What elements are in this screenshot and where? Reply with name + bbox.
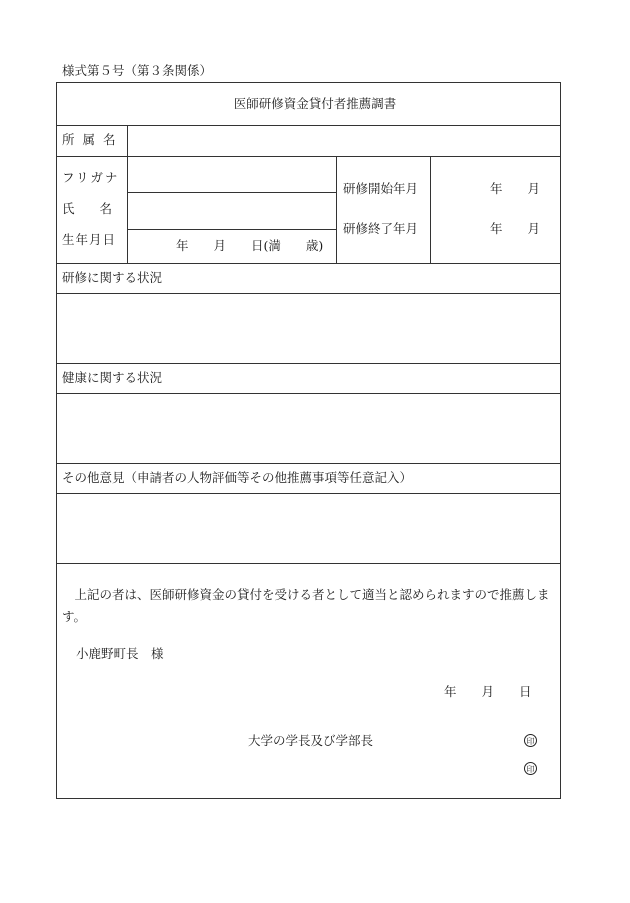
training-end-value: 年 月 [490,221,541,236]
divider [56,493,561,494]
divider [336,156,337,263]
divider [56,125,561,126]
seal-icon: 印 [524,734,537,747]
training-start-value: 年 月 [490,181,541,196]
affiliation-label: 所 属 名 [62,132,118,147]
divider [127,229,336,230]
birthdate-label: 生年月日 [62,232,117,247]
divider [127,192,336,193]
divider [56,563,561,564]
divider [56,363,561,364]
form-title: 医師研修資金貸付者推薦調書 [233,96,397,111]
furigana-label: フリガナ [62,170,120,185]
divider [430,156,431,263]
name-label: 氏 名 [62,201,113,216]
health-status-label: 健康に関する状況 [62,370,163,385]
signer-label: 大学の学長及び学部長 [248,733,374,748]
divider [56,393,561,394]
training-start-label: 研修開始年月 [343,181,419,196]
training-status-label: 研修に関する状況 [62,270,163,285]
divider [56,263,561,264]
divider [127,125,128,263]
addressee: 小鹿野町長 様 [76,646,164,661]
training-end-label: 研修終了年月 [343,221,419,236]
form-number-label: 様式第５号（第３条関係） [62,63,213,78]
recommendation-text: 上記の者は、医師研修資金の貸付を受ける者として適当と認められますので推薦します。 [62,587,550,624]
other-opinion-label: その他意見（申請者の人物評価等その他推薦事項等任意記入） [62,470,413,485]
date-line: 年 月 日 [444,684,532,699]
seal-icon: 印 [524,762,537,775]
birthdate-suffix: 年 月 日(満 歳) [176,238,324,253]
divider [56,293,561,294]
divider [56,463,561,464]
divider [56,156,561,157]
